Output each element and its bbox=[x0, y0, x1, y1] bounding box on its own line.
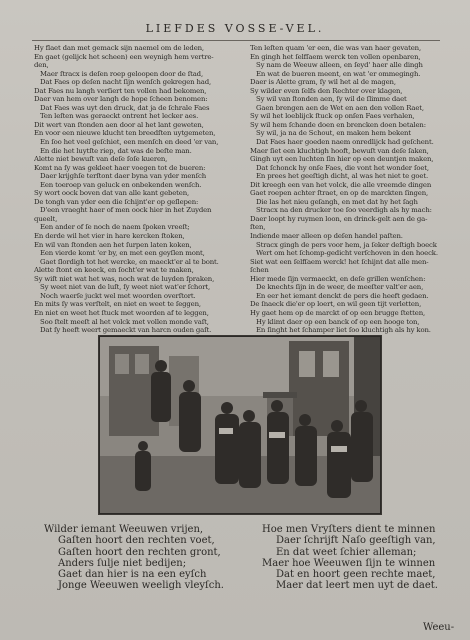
text-line: En voor een nieuwe klucht ten breedſten uytgemeten, bbox=[34, 129, 216, 138]
verse-line: En dat weet ſchier alleman; bbox=[276, 546, 417, 558]
text-line: Alette niet bewuſt van deſe ſoſe kueren, bbox=[34, 155, 168, 164]
verse-line: Wilder iemant Weeuwen vrijen, bbox=[44, 524, 204, 535]
text-line: Dat ſchonck hy onſe Faes, die vont het wonder ſoet, bbox=[256, 163, 429, 172]
text-line: Noch waerſe juckt wel met woorden overſtort. bbox=[40, 291, 196, 300]
text-line: Ten leſten was geraeckt ontrent het lecker aes. bbox=[40, 112, 199, 121]
text-line: En derde wil het vier in hare kercken ſtoken, bbox=[34, 232, 185, 241]
text-line: Daer krijghſe terſtont daer byna van yder menſch bbox=[40, 172, 206, 181]
header-rule bbox=[32, 40, 440, 41]
verse-line: Maer dat leert men uyt de daet. bbox=[276, 580, 438, 592]
text-line: En niet en weet het ſtuck met woorden af te leggen, bbox=[34, 308, 209, 317]
text-line: Wert om het ſchomp-gedicht verſchoven in den hoeck. bbox=[256, 249, 438, 258]
text-line: En eer het iemant denckt de pers die heeft gedaen. bbox=[256, 291, 429, 300]
text-line: Daer van hem over langh de hope ſcheen benomen: bbox=[34, 95, 208, 104]
text-line: Gaen brengen aen de Wet en aen den vollen Raet, bbox=[256, 103, 424, 112]
text-line: De tongh van yder een die ſchijnt'er op geſlepen: bbox=[34, 197, 199, 206]
text-line: Daer loopt hy ruymen loon, en drinck-gelt aen de ga- bbox=[250, 214, 428, 223]
text-line: Soo ſtelt meeſt al het volck met vollen monde vaſt, bbox=[40, 317, 209, 326]
text-line: En die het luytſte riep, dat was de beſte man. bbox=[40, 146, 192, 155]
text-line: Ten leſten quam 'er een, die was van haer gevaten, bbox=[250, 44, 422, 52]
text-line: Een ander of ſe noch de naem ſpoken vreeſt; bbox=[40, 223, 190, 232]
text-line: Dat Faes was uyt den druck, dat ja de ſchrale Faes bbox=[40, 103, 210, 112]
text-line: Gaet ſlordigh tot het wercke, en maeckt'er al te bont. bbox=[40, 257, 219, 266]
text-line: Dat Faes op deſen nacht ſijn wenſch gekregen had, bbox=[40, 78, 212, 87]
text-line: Sy wiſt niet wat het was, noch wat de luyden ſpraken, bbox=[34, 274, 215, 283]
text-line: Dat ſy heeft weert gemaeckt van harcn ouden gaſt. bbox=[40, 326, 212, 335]
text-line: Komt na ſy was gekleet haer voegen tot de bueren: bbox=[34, 163, 206, 172]
engraving-illustration bbox=[98, 335, 382, 515]
engraving-illustration-icon bbox=[99, 336, 381, 514]
text-line: Dat Faes haer goeden naem onredlijck had geſchent. bbox=[256, 138, 434, 147]
text-line: Gaet roepen achter ſtraet, en op de marckten ſingen, bbox=[250, 189, 429, 198]
text-line: Sy wil van ſtonden aen, ſy wil de ſlimme daet bbox=[256, 95, 407, 104]
text-line: Sy wilder even ſelfs den Rechter over klagen, bbox=[250, 86, 403, 95]
text-line: Dit wert van ſtonden aen door al het lant geweten, bbox=[34, 120, 204, 129]
text-line: Sy wil hem ſchande doen en brencken doen betalen: bbox=[250, 120, 426, 129]
verse-line: Gaet dan hier is na een eyſch bbox=[58, 569, 207, 581]
text-line: Stracx gingh de pers voor hem, ja ſeker deſtigh boeck bbox=[256, 240, 437, 249]
text-line: D'een vraeght haer of men oock hier in het Zuyden bbox=[40, 206, 212, 215]
text-line: Hy flaet dan met gemack sijn naemel om de leden, bbox=[34, 44, 204, 52]
text-line: Hy klimt daer op een banck of op een hooge ton, bbox=[256, 317, 420, 326]
text-line: Indiende maer alleen op deſen handel paſten. bbox=[250, 232, 403, 241]
catchword: Weeu- bbox=[423, 622, 455, 633]
text-line: Dat Faes nu langh verſiert ten vollen had bekomen, bbox=[34, 86, 207, 95]
text-line: Hier mede ſijn vermaeckt, en deſe grillen wenſchen: bbox=[250, 274, 426, 283]
text-line: En gaet (gelijck het scheen) een weynigh hem vertre- bbox=[34, 52, 214, 61]
text-line: queelt, bbox=[34, 214, 58, 223]
verse-line: Jonge Weeuwen weeligh vleyſch. bbox=[58, 580, 224, 592]
text-line: Sy nam de Weeuw alleen, en ſeyd' haer alle dingh bbox=[256, 61, 423, 70]
text-line: Maer ſtracx is deſen roep geloopen door de ſtad, bbox=[40, 69, 203, 78]
text-line: ſchen bbox=[250, 266, 269, 275]
text-line: Hy gaet hem op de marckt of op een brugge ſtetten, bbox=[250, 308, 426, 317]
text-line: Sy wil, ja na de Schout, en maken hem bekent bbox=[256, 129, 411, 138]
text-line: Sy wil het loeblijck ſtuck op onſen Faes verhalen, bbox=[250, 112, 415, 121]
text-line: Sy weet niet van de luſt, ſy weet niet wat'er ſchort, bbox=[40, 283, 211, 292]
text-line: En mits ſy was verſtelt, en niet en weet te ſeggen, bbox=[34, 300, 201, 309]
verse-line: Gaſten hoort den rechten voet, bbox=[58, 535, 215, 547]
text-line: En prees het geeſtigh dicht, al was het niet te goet. bbox=[256, 172, 428, 181]
running-title: LIEFDES VOSSE-VEL. bbox=[145, 22, 325, 35]
text-line: En ſinght het ſchamper liet ſoo kluchtigh als hy kon. bbox=[256, 326, 431, 335]
text-line: En gingh het ſelfſaem werck ten vollen openbaren, bbox=[250, 52, 421, 61]
text-line: Dit kreegh een van het volck, die alle vreemde dingen bbox=[250, 180, 432, 189]
text-line: Daer is Alette gram, ſy wil het al de magen, bbox=[250, 78, 396, 87]
text-line: Maer ſiet een kluchtigh hooft, bewuſt van deſe ſaken, bbox=[250, 146, 429, 155]
text-line: den, bbox=[34, 61, 49, 70]
verse-line: Daer ſchrijft Naſo geeſtigh van, bbox=[276, 535, 436, 547]
bottom-verse-left bbox=[44, 524, 224, 592]
text-line: Siet wat een ſelfſaem werck! het ſchijnt dat alle men- bbox=[250, 257, 429, 266]
text-line: Die las het nieu geſangh, en met dat hy het ſagh bbox=[256, 197, 418, 206]
text-line: En wil van ſtonden aen het ſurpen laten koken, bbox=[34, 240, 192, 249]
verse-line: Dat en hoort geen rechte maet, bbox=[276, 569, 436, 581]
text-line: Alette ſtont en keeck, en ſocht'er wat te maken, bbox=[34, 266, 194, 275]
text-line: En ſoo het veel geſchiet, een menſch en deed 'er van, bbox=[40, 138, 219, 147]
text-line: Een vierde komt 'er by, en met een geyſlen mont, bbox=[40, 249, 205, 258]
verse-line: Maer hoe Weeuwen ſijn te winnen bbox=[262, 557, 436, 569]
text-line: Stracx na den drucker toe ſoo veerdigh als hy mach: bbox=[256, 206, 432, 215]
text-line: Een toeroep van geluck en onbekenden wenſch. bbox=[40, 180, 202, 189]
text-line: De knechts ſijn in de weer, de meeſter valt'er aen, bbox=[256, 283, 424, 292]
text-line: Sy wort oock boven dat van alle kant gebeten, bbox=[34, 189, 190, 198]
verse-line: Gaſten hoort den rechten gront, bbox=[58, 546, 221, 558]
text-line: ſten, bbox=[250, 223, 266, 232]
right-text-column bbox=[250, 44, 445, 335]
bottom-verse-right bbox=[262, 524, 438, 592]
text-line: En wat de bueren meent, en wat 'er ommegingh. bbox=[256, 69, 421, 78]
left-text-column bbox=[34, 44, 234, 335]
text-line: De ſnaeck die'er op loert, en wil geen tijt verletten, bbox=[250, 300, 422, 309]
text-line: Gingh uyt een luchten ſin hier op een deuntjen maken, bbox=[250, 155, 434, 164]
verse-line: Anders ſulje niet bedijen; bbox=[58, 557, 187, 569]
verse-line: Hoe men Vryſters dient te minnen bbox=[262, 524, 436, 535]
